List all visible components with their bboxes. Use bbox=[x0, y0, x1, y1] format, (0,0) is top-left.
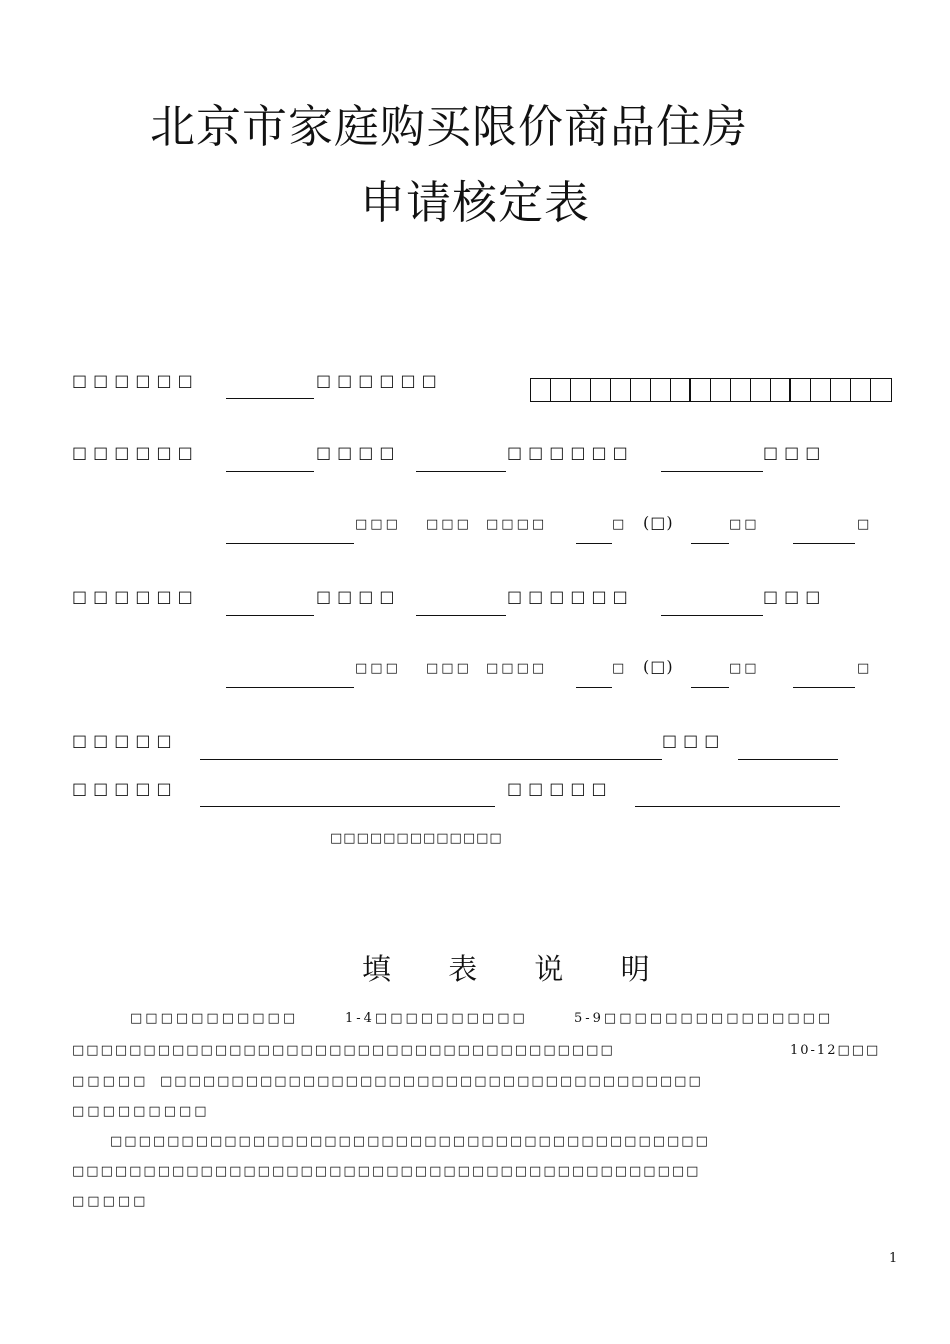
instructions-p2-line2: □□□□□□□□□□□□□□□□□□□□□□□□□□□□□□□□□□□□□□□□□□□□ bbox=[72, 1164, 701, 1179]
applicant-name-field[interactable] bbox=[226, 398, 314, 399]
instructions-heading: 填 表 说 明 bbox=[362, 952, 674, 986]
row5-seg2: □□□ bbox=[426, 661, 472, 676]
row7-label-b: □□□□□ bbox=[507, 779, 613, 798]
row4-label-b: □□□□ bbox=[316, 587, 401, 606]
row4-label-a: □□□□□□ bbox=[72, 587, 199, 606]
row2-field-a[interactable] bbox=[226, 471, 314, 472]
instructions-p2-line3: □□□□□ bbox=[72, 1194, 149, 1209]
row4-field-c[interactable] bbox=[661, 615, 763, 616]
instructions-p1-line2: □□□□□□□□□□□□□□□□□□□□□□□□□□□□□□□□□□□□□□ bbox=[72, 1043, 615, 1058]
row6-label-a: □□□□□ bbox=[72, 731, 178, 750]
row5-field-building[interactable] bbox=[576, 687, 612, 688]
row2-label-b: □□□□ bbox=[316, 443, 401, 462]
form-note: □□□□□□□□□□□□□ bbox=[330, 831, 503, 846]
row3-paren: (□) bbox=[643, 513, 674, 532]
row5-seg4: □ bbox=[612, 661, 628, 676]
instructions-p1-c: 5-9□□□□□□□□□□□□□□□ bbox=[574, 1011, 834, 1026]
row5-paren: (□) bbox=[643, 657, 674, 676]
instructions-p1-b: 1-4□□□□□□□□□□ bbox=[345, 1011, 528, 1026]
applicant-name-label: □□□□□□ bbox=[72, 371, 199, 390]
row4-field-b[interactable] bbox=[416, 615, 506, 616]
row3-seg5: □□ bbox=[729, 517, 760, 532]
page-number: 1 bbox=[889, 1251, 898, 1266]
id-number-label: □□□□□□ bbox=[316, 371, 443, 390]
row5-seg1: □□□ bbox=[355, 661, 401, 676]
document-title-line2: 申请核定表 bbox=[360, 176, 591, 229]
row4-label-c: □□□□□□ bbox=[507, 587, 634, 606]
row3-field-room[interactable] bbox=[793, 543, 855, 544]
row3-field-building[interactable] bbox=[576, 543, 612, 544]
instructions-p1-line2-tail: 10-12□□□ bbox=[790, 1043, 881, 1058]
row2-field-b[interactable] bbox=[416, 471, 506, 472]
document-title-line1: 北京市家庭购买限价商品住房 bbox=[150, 100, 749, 153]
row7-field-a[interactable] bbox=[200, 806, 495, 807]
row6-field-b[interactable] bbox=[738, 759, 838, 760]
row5-seg6: □ bbox=[857, 661, 873, 676]
row3-seg1: □□□ bbox=[355, 517, 401, 532]
row7-field-b[interactable] bbox=[635, 806, 840, 807]
row3-seg4: □ bbox=[612, 517, 628, 532]
row5-field-district[interactable] bbox=[226, 687, 354, 688]
instructions-p1-line3-a: □□□□□ bbox=[72, 1074, 149, 1089]
row3-seg2: □□□ bbox=[426, 517, 472, 532]
row3-seg6: □ bbox=[857, 517, 873, 532]
instructions-p2-line1: □□□□□□□□□□□□□□□□□□□□□□□□□□□□□□□□□□□□□□□□□□ bbox=[110, 1134, 710, 1149]
row3-field-district[interactable] bbox=[226, 543, 354, 544]
row6-label-b: □□□ bbox=[662, 731, 726, 750]
row6-field-a[interactable] bbox=[200, 759, 662, 760]
row3-field-unit[interactable] bbox=[691, 543, 729, 544]
row5-field-unit[interactable] bbox=[691, 687, 729, 688]
instructions-p1-line3-b: □□□□□□□□□□□□□□□□□□□□□□□□□□□□□□□□□□□□□□ bbox=[160, 1074, 703, 1089]
instructions-p1-a: □□□□□□□□□□□ bbox=[130, 1011, 299, 1026]
row2-label-a: □□□□□□ bbox=[72, 443, 199, 462]
row5-seg5: □□ bbox=[729, 661, 760, 676]
row2-label-c: □□□□□□ bbox=[507, 443, 634, 462]
row3-seg3: □□□□ bbox=[486, 517, 548, 532]
id-number-boxes[interactable] bbox=[530, 378, 892, 402]
row2-field-c[interactable] bbox=[661, 471, 763, 472]
row4-field-a[interactable] bbox=[226, 615, 314, 616]
row5-field-room[interactable] bbox=[793, 687, 855, 688]
instructions-p1-line4: □□□□□□□□□ bbox=[72, 1104, 210, 1119]
row2-label-d: □□□ bbox=[763, 443, 827, 462]
row4-label-d: □□□ bbox=[763, 587, 827, 606]
row5-seg3: □□□□ bbox=[486, 661, 548, 676]
row7-label-a: □□□□□ bbox=[72, 779, 178, 798]
